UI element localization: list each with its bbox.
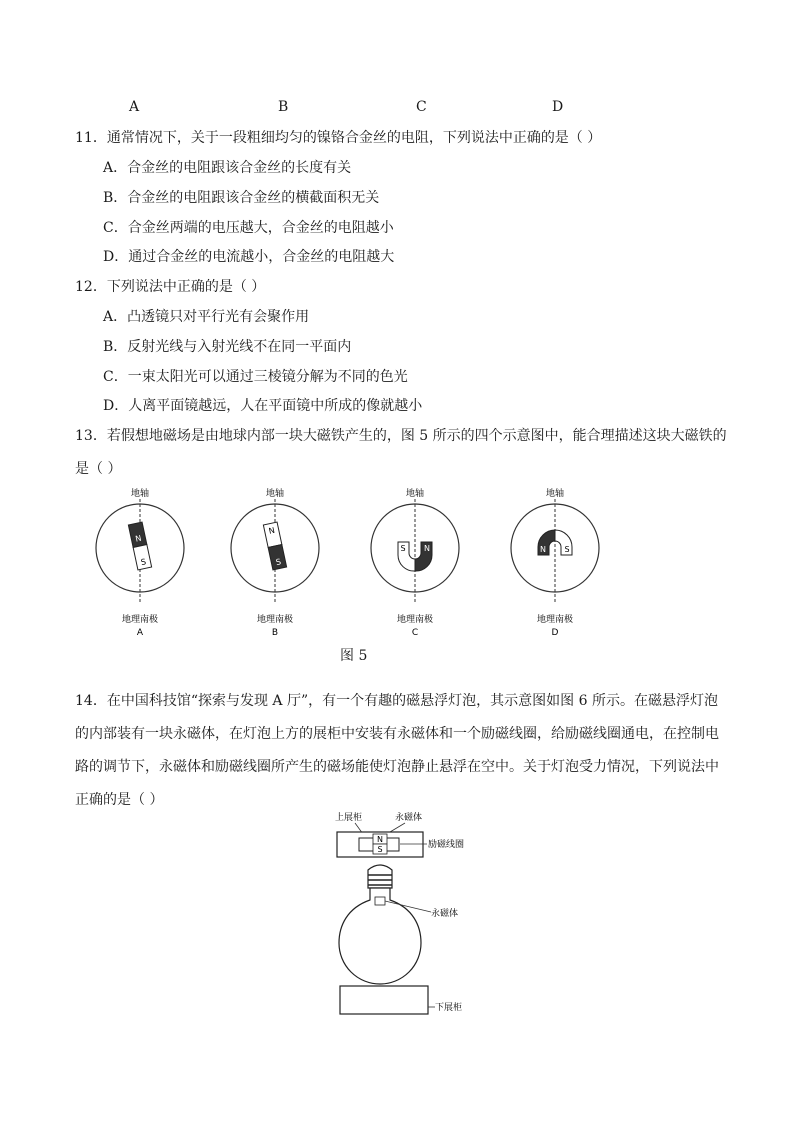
panel-b-pole-label: 地理南极 [256, 615, 294, 625]
figure-maglev-bulb [325, 808, 485, 1023]
q14-line2: 的内部装有一块永磁体，在灯泡上方的展柜中安装有永磁体和一个励磁线圈，给励磁线圈通电，在控制电 [75, 726, 719, 742]
q14-line3: 路的调节下，永磁体和励磁线圈所产生的磁场能使灯泡静止悬浮在空中。关于灯泡受力情况，下列说法中 [75, 759, 719, 775]
q11-option-d: D．通过合金丝的电流越小，合金丝的电阻越大 [103, 249, 395, 265]
panel-c-letter: C [411, 628, 419, 638]
panel-a-axis-label: 地轴 [130, 489, 150, 499]
panel-d-axis-label: 地轴 [545, 489, 565, 499]
panel-d [511, 487, 599, 638]
magnet-n-label: N [377, 835, 383, 844]
bulb-cap [368, 865, 392, 888]
bulb-magnet [375, 897, 385, 905]
panel-a [96, 487, 184, 638]
top-label-a: A [129, 99, 140, 115]
label-lower-cabinet: 下展柜 [435, 1003, 463, 1013]
q12-option-a: A．凸透镜只对平行光有会聚作用 [103, 309, 310, 325]
panel-a-pole-label: 地理南极 [121, 615, 159, 625]
top-label-d: D [552, 99, 564, 115]
panel-b-bar-magnet [263, 522, 286, 570]
panel-c-pole-left: S [400, 544, 406, 553]
q11-option-b: B．合金丝的电阻跟该合金丝的横截面积无关 [103, 190, 380, 206]
label-magnet-bulb: 永磁体 [431, 909, 459, 919]
panel-c-pole-right: N [424, 544, 430, 553]
panel-b-pole-top: N [267, 525, 276, 536]
label-upper-cabinet: 上展柜 [335, 813, 363, 823]
q12-stem: 12．下列说法中正确的是（ ） [75, 279, 266, 295]
top-label-c: C [416, 99, 427, 115]
magnet-s-label: S [377, 845, 383, 854]
panel-d-letter: D [551, 628, 559, 638]
top-label-b: B [278, 99, 289, 115]
label-magnet-top: 永磁体 [395, 813, 423, 823]
q13-stem-line1: 13．若假想地磁场是由地球内部一块大磁铁产生的，图 5 所示的四个示意图中，能合理描述这块大磁铁的 [75, 428, 727, 444]
panel-a-bar-magnet [128, 522, 151, 570]
panel-b-pole-bottom: S [275, 557, 282, 568]
panel-b [231, 487, 319, 638]
panel-a-letter: A [136, 628, 144, 638]
panel-b-axis-label: 地轴 [265, 489, 285, 499]
q14-line4: 正确的是（ ） [75, 792, 164, 808]
panel-b-letter: B [271, 628, 279, 638]
figure-5-caption: 图 5 [340, 648, 368, 664]
panel-a-pole-bottom: S [140, 557, 147, 568]
q12-option-b: B．反射光线与入射光线不在同一平面内 [103, 339, 352, 355]
figure-5 [80, 485, 620, 645]
panel-d-pole-left: N [540, 545, 546, 554]
panel-c [371, 487, 459, 638]
q11-option-a: A．合金丝的电阻跟该合金丝的长度有关 [103, 160, 352, 176]
label-coil: 励磁线圈 [428, 840, 465, 850]
q12-option-c: C．一束太阳光可以通过三棱镜分解为不同的色光 [103, 369, 408, 385]
panel-c-pole-label: 地理南极 [396, 615, 434, 625]
q11-stem: 11．通常情况下，关于一段粗细均匀的镍铬合金丝的电阻，下列说法中正确的是（ ） [75, 130, 602, 146]
panel-a-pole-top: N [134, 533, 143, 544]
panel-c-axis-label: 地轴 [405, 489, 425, 499]
q14-line1: 14．在中国科技馆“探索与发现 A 厅”，有一个有趣的磁悬浮灯泡，其示意图如图 6 所示。在磁悬浮灯泡 [75, 693, 718, 709]
q11-option-c: C．合金丝两端的电压越大，合金丝的电阻越小 [103, 220, 394, 236]
q13-stem-line2: 是（ ） [75, 461, 122, 477]
panel-d-pole-right: S [564, 545, 570, 554]
lower-cabinet [340, 986, 428, 1014]
q12-option-d: D．人离平面镜越远，人在平面镜中所成的像就越小 [103, 398, 423, 414]
panel-d-pole-label: 地理南极 [536, 615, 574, 625]
